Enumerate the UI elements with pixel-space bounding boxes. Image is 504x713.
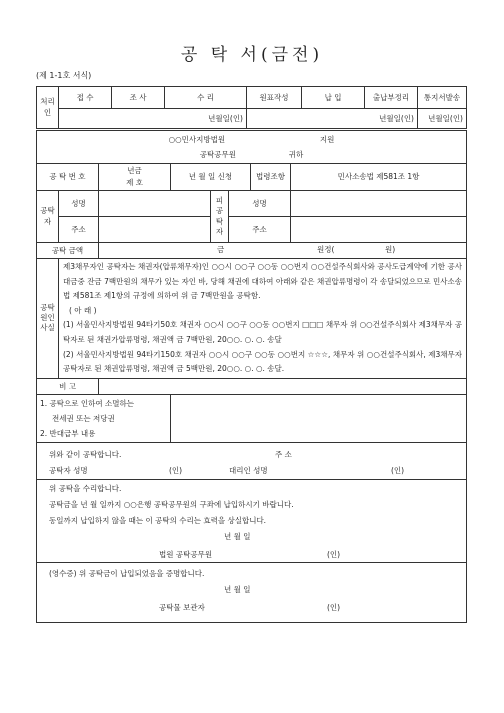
document-title: 공 탁 서(금전) bbox=[180, 45, 324, 65]
remarks-item-2: 2. 반대급부 내용 bbox=[40, 428, 96, 438]
depositor-address-label: 주소 bbox=[59, 217, 99, 243]
header-notice: 통지서발송 bbox=[418, 87, 467, 109]
beneficiary-name-value[interactable] bbox=[291, 191, 467, 217]
header-ledger: 출납부정리 bbox=[365, 87, 418, 109]
acceptance-date: 년 월 일 bbox=[224, 531, 251, 541]
header-receive: 접 수 bbox=[59, 87, 112, 109]
application-statement: 위와 같이 공탁합니다. bbox=[49, 449, 122, 459]
receipt-cert-date: 년 월 일 bbox=[224, 584, 251, 594]
court-honorific: 귀하 bbox=[288, 150, 304, 159]
beneficiary-address-value[interactable] bbox=[291, 217, 467, 243]
depositor-name-value[interactable] bbox=[99, 191, 211, 217]
law-label: 법령조항 bbox=[251, 164, 291, 191]
cause-text: 제3채무자인 공탁자는 채권자(압류채무자)인 ○○시 ○○구 ○○동 ○○번지 ○○건설주식회사와 공사도급계약에 기한 공사대금중 잔금 7백만원의 채무가 있는 자인 바, 당해 채권에 대하여 아래와 같은 채권압류명령이 각 송달되었으므로 민사소송법 제581조 제1항의 규정에 의하여 위 금 7백만원을 공탁함. bbox=[63, 262, 463, 301]
amount-currency: 금 bbox=[217, 245, 225, 254]
depositor-name-label: 성명 bbox=[59, 191, 99, 217]
deposit-year: 년금 bbox=[127, 166, 142, 175]
cause-item-2: (2) 서울민사지방법원 94타기150호 채권자 ○○시 ○○구 ○○동 ○○번지 ☆☆☆, 채무자 위 ○○건설주식회사, 제3채무자 공탁자로 된 채권압류명령, 채권액 금 5백만원, 20○○. ○. ○. 송달. bbox=[63, 349, 463, 374]
amount-label: 공탁 금액 bbox=[37, 243, 99, 259]
main-form-table bbox=[36, 130, 467, 623]
header-register: 원표작성 bbox=[247, 87, 302, 109]
official-seal: (인) bbox=[327, 549, 341, 559]
court-name: ○○민사지방법원 bbox=[168, 135, 226, 144]
court-official: 공탁공무원 bbox=[199, 150, 236, 159]
beneficiary-label: 피공탁자 bbox=[211, 191, 229, 243]
date-stamp-2: 년월일(인) bbox=[247, 109, 418, 129]
amount-won-close: 원) bbox=[385, 245, 396, 254]
keeper-label: 공탁물 보관자 bbox=[159, 602, 205, 612]
depositor-address-value[interactable] bbox=[99, 217, 211, 243]
cause-sub-heading: ( 아 래 ) bbox=[69, 305, 97, 315]
cause-item-1: (1) 서울민사지방법원 94타기50호 채권자 ○○시 ○○구 ○○동 ○○번지 □□□ 채무자 위 ○○건설주식회사 제3채무자 공탁자로 된 채권가압류명령, 채권액 금 7백만원, 20○○. ○. ○. 송달 bbox=[63, 320, 463, 344]
cause-label: 공탁원인사실 bbox=[37, 259, 59, 379]
date-stamp-1: 년월일(인) bbox=[59, 109, 247, 129]
remarks-item-1b: 전세권 또는 저당권 bbox=[52, 413, 115, 423]
keeper-seal: (인) bbox=[327, 602, 341, 612]
deposit-no-label: 공 탁 번 호 bbox=[37, 164, 99, 191]
depositor-seal: (인) bbox=[169, 465, 183, 475]
acceptance-line-1: 위 공탁을 수리합니다. bbox=[49, 483, 122, 493]
header-payment: 납 입 bbox=[302, 87, 365, 109]
processing-table bbox=[36, 86, 467, 129]
address-label: 주 소 bbox=[275, 449, 292, 459]
acceptance-line-2: 공탁금을 년 월 일까지 ○○은행 공탁공무원의 구좌에 납입하시기 바랍니다. bbox=[49, 499, 294, 509]
beneficiary-name-label: 성명 bbox=[229, 191, 291, 217]
deposit-number: 제 호 bbox=[126, 178, 143, 187]
court-line-1 bbox=[40, 132, 463, 147]
form-number: (제 1-1호 서식) bbox=[36, 71, 92, 80]
processor-label: 처리인 bbox=[37, 87, 59, 129]
remarks-label: 비 고 bbox=[37, 378, 99, 394]
court-official-label: 법원 공탁공무원 bbox=[159, 549, 213, 559]
beneficiary-address-label: 주소 bbox=[229, 217, 291, 243]
header-investigate: 조 사 bbox=[112, 87, 165, 109]
depositor-label: 공탁자 bbox=[37, 191, 59, 243]
agent-name-label: 대리인 성명 bbox=[229, 465, 268, 475]
header-accept: 수 리 bbox=[165, 87, 247, 109]
acceptance-line-3: 동일까지 납입하지 않을 때는 이 공탁의 수리는 효력을 상실합니다. bbox=[49, 515, 267, 525]
court-branch: 지원 bbox=[319, 135, 335, 144]
remarks-value[interactable] bbox=[99, 378, 467, 394]
application-date: 년 월 일 신청 bbox=[171, 164, 251, 191]
remarks-item-1: 1. 공탁으로 인하여 소멸하는 bbox=[40, 398, 135, 408]
agent-seal: (인) bbox=[391, 465, 405, 475]
court-line-2 bbox=[40, 147, 463, 162]
remarks-detail[interactable] bbox=[171, 394, 467, 442]
receipt-cert-line: (영수증) 위 공탁금이 납입되었음을 증명합니다. bbox=[49, 568, 205, 578]
depositor-signature-label: 공탁자 성명 bbox=[49, 465, 88, 475]
date-stamp-3: 년월일(인) bbox=[418, 109, 467, 129]
amount-won: 원정( bbox=[317, 245, 335, 254]
law-value: 민사소송법 제581조 1항 bbox=[291, 164, 467, 191]
